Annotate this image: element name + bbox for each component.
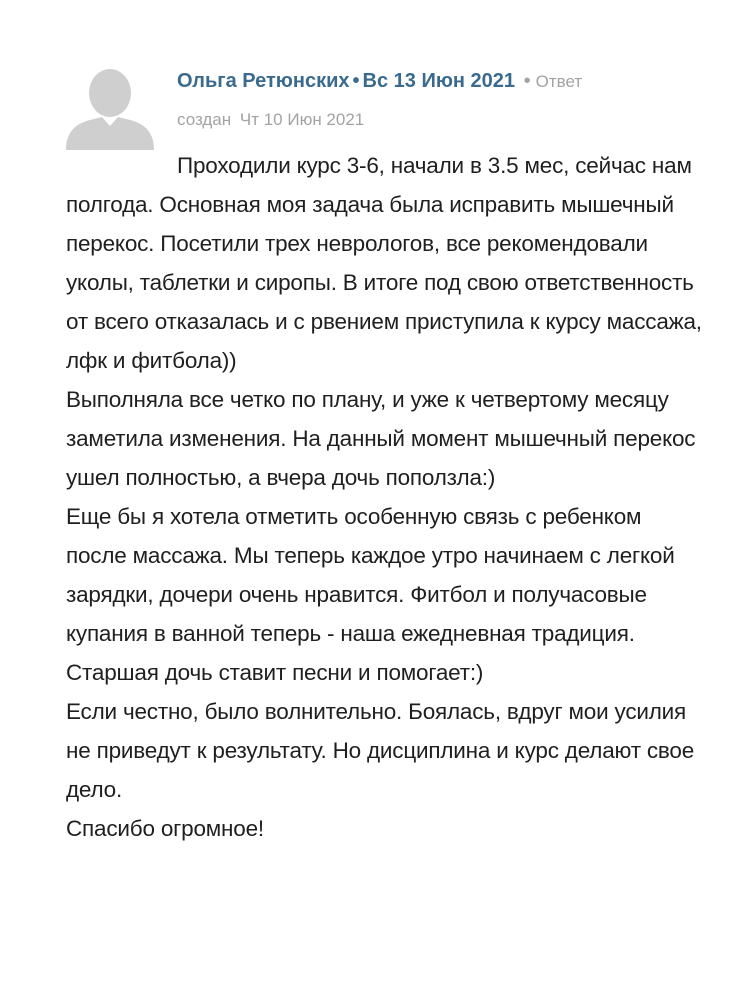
reply-separator: • <box>523 70 531 92</box>
created-date: Чт 10 Июн 2021 <box>239 110 365 129</box>
comment-paragraph: Проходили курс 3-6, начали в 3.5 мес, сейчас нам полгода. Основная моя задача была исправить мышечный перекос. Посетили трех неврологов, все рекомендовали уколы, таблетки и сиропы. В итоге под свою ответственность от всего отказалась и с рвением приступила к курсу массажа, лфк и фитбола)) <box>66 153 702 373</box>
author-link[interactable]: Ольга Ретюнских <box>177 70 350 92</box>
created-info <box>177 103 364 137</box>
comment-paragraph: Еще бы я хотела отметить особенную связь с ребенком после массажа. Мы теперь каждое утро начинаем с легкой зарядки, дочери очень нравится. Фитбол и получасовые купания в ванной теперь - наша ежедневная традиция. Старшая дочь ставит песни и помогает:) <box>66 504 675 685</box>
comment-header <box>177 64 737 99</box>
avatar[interactable] <box>66 66 154 150</box>
comment-body <box>66 146 706 848</box>
created-prefix: создан <box>177 110 232 129</box>
comment-paragraph: Спасибо огромное! <box>66 816 264 841</box>
user-silhouette-icon <box>66 66 154 150</box>
header-separator: • <box>352 70 360 92</box>
comment-date-link[interactable]: Вс 13 Июн 2021 <box>362 70 516 92</box>
comment-paragraph: Выполняла все четко по плану, и уже к четвертому месяцу заметила изменения. На данный момент мышечный перекос ушел полностью, а вчера дочь поползла:) <box>66 387 696 490</box>
comment-paragraph: Если честно, было волнительно. Боялась, вдруг мои усилия не приведут к результату. Но дисциплина и курс делают свое дело. <box>66 699 695 802</box>
reply-link[interactable]: Ответ <box>535 72 583 91</box>
